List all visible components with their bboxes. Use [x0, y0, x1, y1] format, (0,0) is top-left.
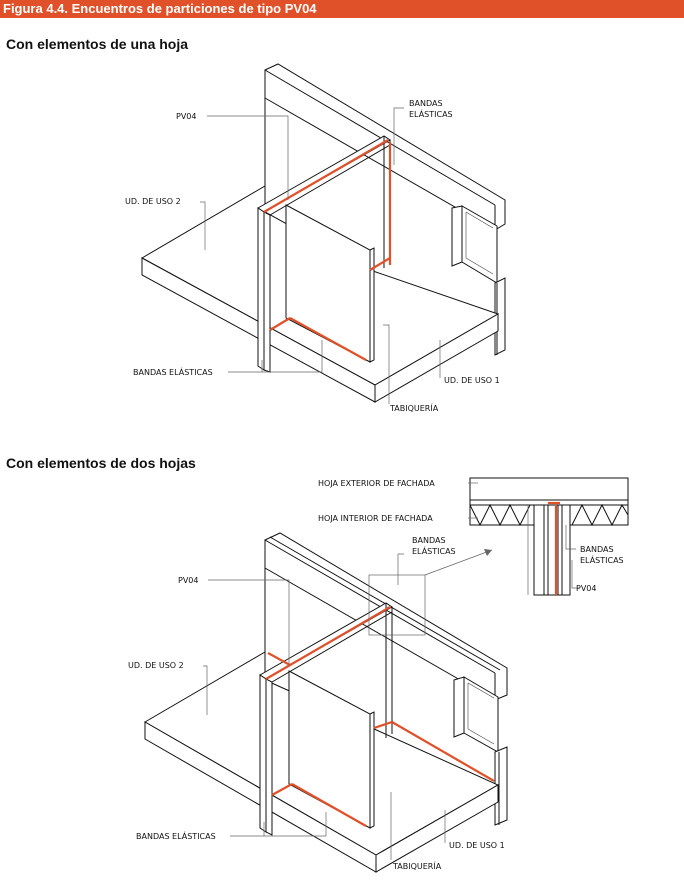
label-detail-pv04: PV04	[576, 584, 597, 593]
figure-title: Figura 4.4. Encuentros de particiones de tipo PV04	[3, 1, 317, 16]
section-heading-two-leaf: Con elementos de dos hojas	[6, 455, 196, 471]
label-ud-uso-2: UD. DE USO 2	[125, 197, 181, 206]
diagram-two-leaf	[128, 478, 628, 872]
label-bandas-top-1: BANDAS	[409, 99, 443, 108]
label-bandas-bottom: BANDAS ELÁSTICAS	[136, 832, 216, 841]
label-bandas-top-2: ELÁSTICAS	[409, 110, 453, 119]
facade-detail-section	[470, 478, 628, 595]
label-bandas-bottom: BANDAS ELÁSTICAS	[133, 368, 213, 377]
label-bandas-top-1: BANDAS	[412, 536, 446, 545]
label-pv04: PV04	[178, 576, 199, 585]
label-ud-uso-1: UD. DE USO 1	[449, 841, 505, 850]
label-ud-uso-1: UD. DE USO 1	[444, 376, 500, 385]
label-detail-bandas-1: BANDAS	[580, 545, 614, 554]
label-pv04: PV04	[176, 112, 197, 121]
label-tabiqueria: TABIQUERÍA	[393, 862, 442, 871]
label-hoja-exterior: HOJA EXTERIOR DE FACHADA	[318, 479, 435, 488]
label-detail-bandas-2: ELÁSTICAS	[580, 556, 624, 565]
diagram-one-leaf	[125, 64, 505, 413]
label-bandas-top-2: ELÁSTICAS	[412, 547, 456, 556]
label-hoja-interior: HOJA INTERIOR DE FACHADA	[318, 514, 433, 523]
label-ud-uso-2: UD. DE USO 2	[128, 661, 184, 670]
section-heading-one-leaf: Con elementos de una hoja	[6, 36, 189, 52]
label-tabiqueria: TABIQUERÍA	[390, 404, 439, 413]
